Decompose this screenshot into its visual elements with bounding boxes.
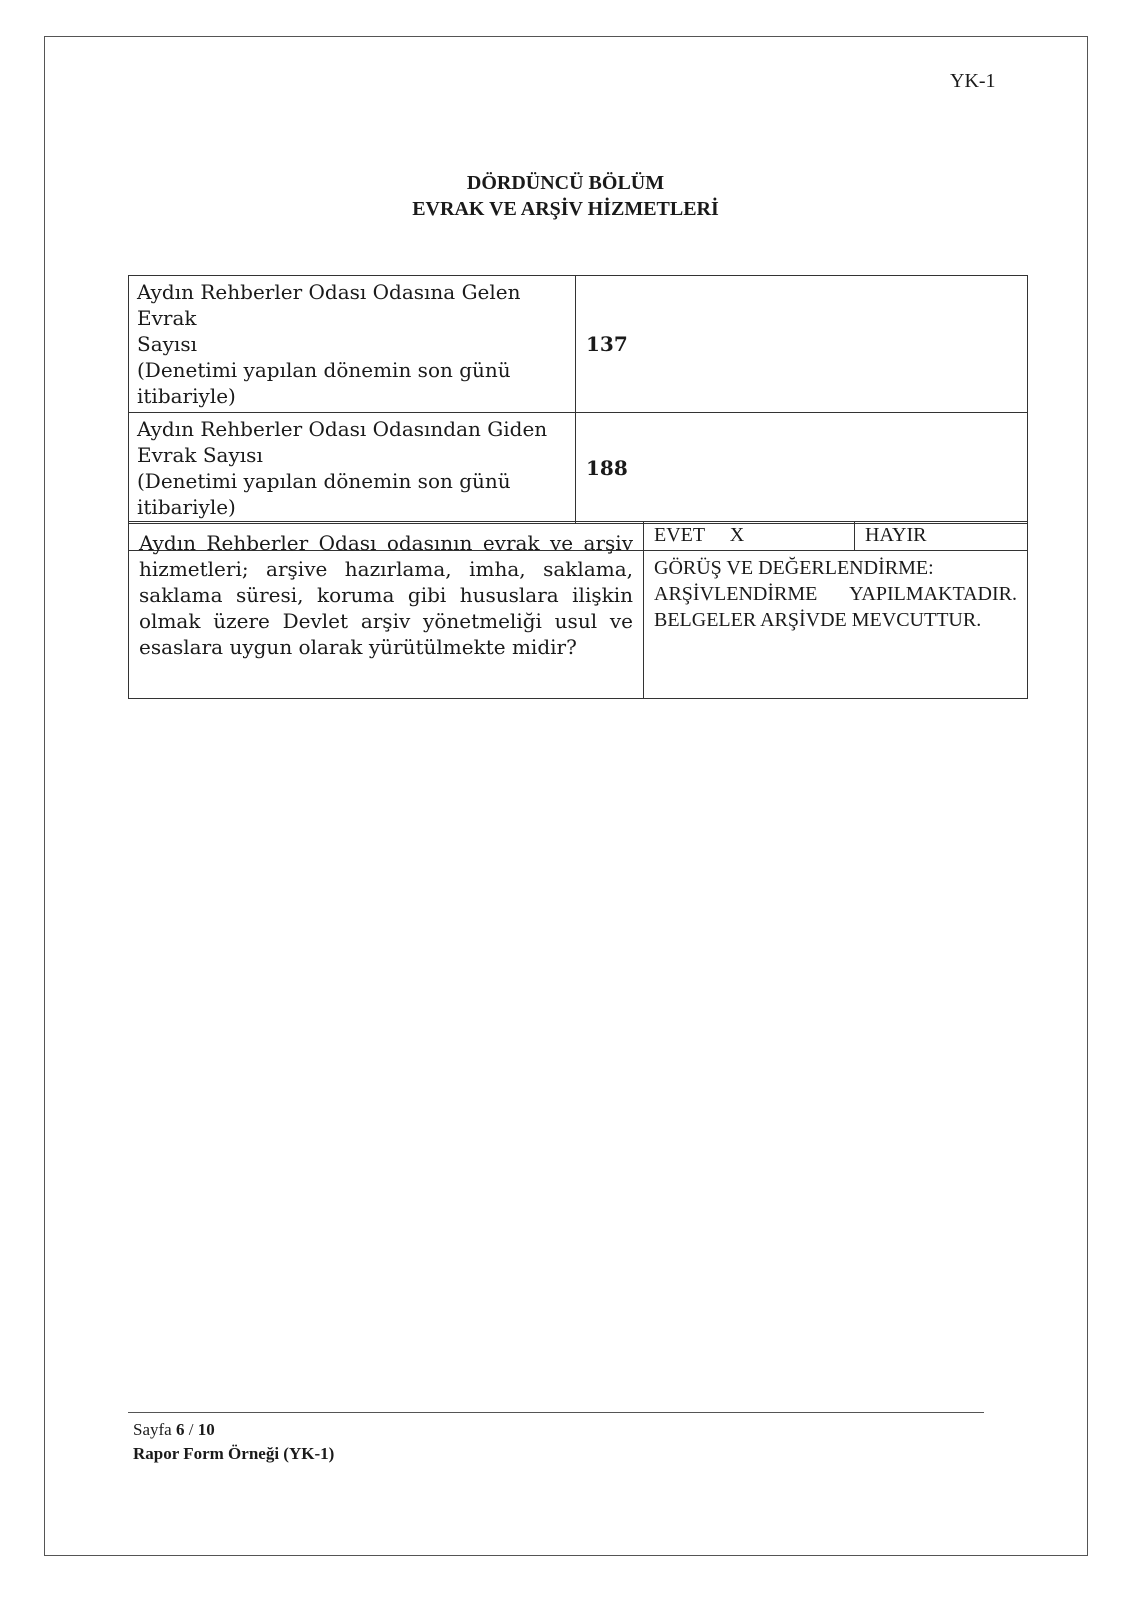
form-name: Rapor Form Örneği (YK-1)	[133, 1444, 335, 1463]
incoming-count-row	[129, 276, 1028, 413]
page-frame	[44, 36, 1088, 1556]
incoming-count-label: Aydın Rehberler Odası Odasına Gelen Evrak Sayısı (Denetimi yapılan dönemin son günü itibariyle)	[129, 276, 576, 413]
document-code: YK-1	[950, 70, 996, 92]
section-heading	[0, 170, 1131, 222]
yes-option: EVET X	[644, 522, 855, 550]
outgoing-count-row	[129, 413, 1028, 524]
outgoing-count-value: 188	[576, 413, 1028, 524]
page-footer	[133, 1418, 334, 1466]
footer-divider	[128, 1412, 984, 1413]
section-title: EVRAK VE ARŞİV HİZMETLERİ	[412, 198, 719, 220]
incoming-count-value: 137	[576, 276, 1028, 413]
answer-cell	[644, 522, 1028, 699]
archive-question-text: Aydın Rehberler Odası odasının evrak ve arşiv hizmetleri; arşive hazırlama, imha, saklama, saklama süresi, koruma gibi hususlara ilişkin olmak üzere Devlet arşiv yönetmeliği usul ve esaslara uygun olarak yürütülmekte midir?	[129, 522, 644, 699]
section-number: DÖRDÜNCÜ BÖLÜM	[466, 172, 665, 194]
answer-choices	[644, 522, 1027, 551]
document-count-table	[128, 275, 1028, 551]
page-number: Sayfa 6 / 10	[133, 1420, 215, 1439]
archive-question-table	[128, 521, 1028, 699]
evaluation-heading: GÖRÜŞ VE DEĞERLENDİRME:	[654, 557, 934, 579]
outgoing-count-label: Aydın Rehberler Odası Odasından Giden Evrak Sayısı (Denetimi yapılan dönemin son günü itibariyle)	[129, 413, 576, 524]
evaluation-text: GÖRÜŞ VE DEĞERLENDİRME: ARŞİVLENDİRME YAPILMAKTADIR. BELGELER ARŞİVDE MEVCUTTUR.	[654, 557, 1017, 631]
yes-mark: X	[729, 524, 745, 546]
no-option: HAYIR	[865, 524, 927, 546]
